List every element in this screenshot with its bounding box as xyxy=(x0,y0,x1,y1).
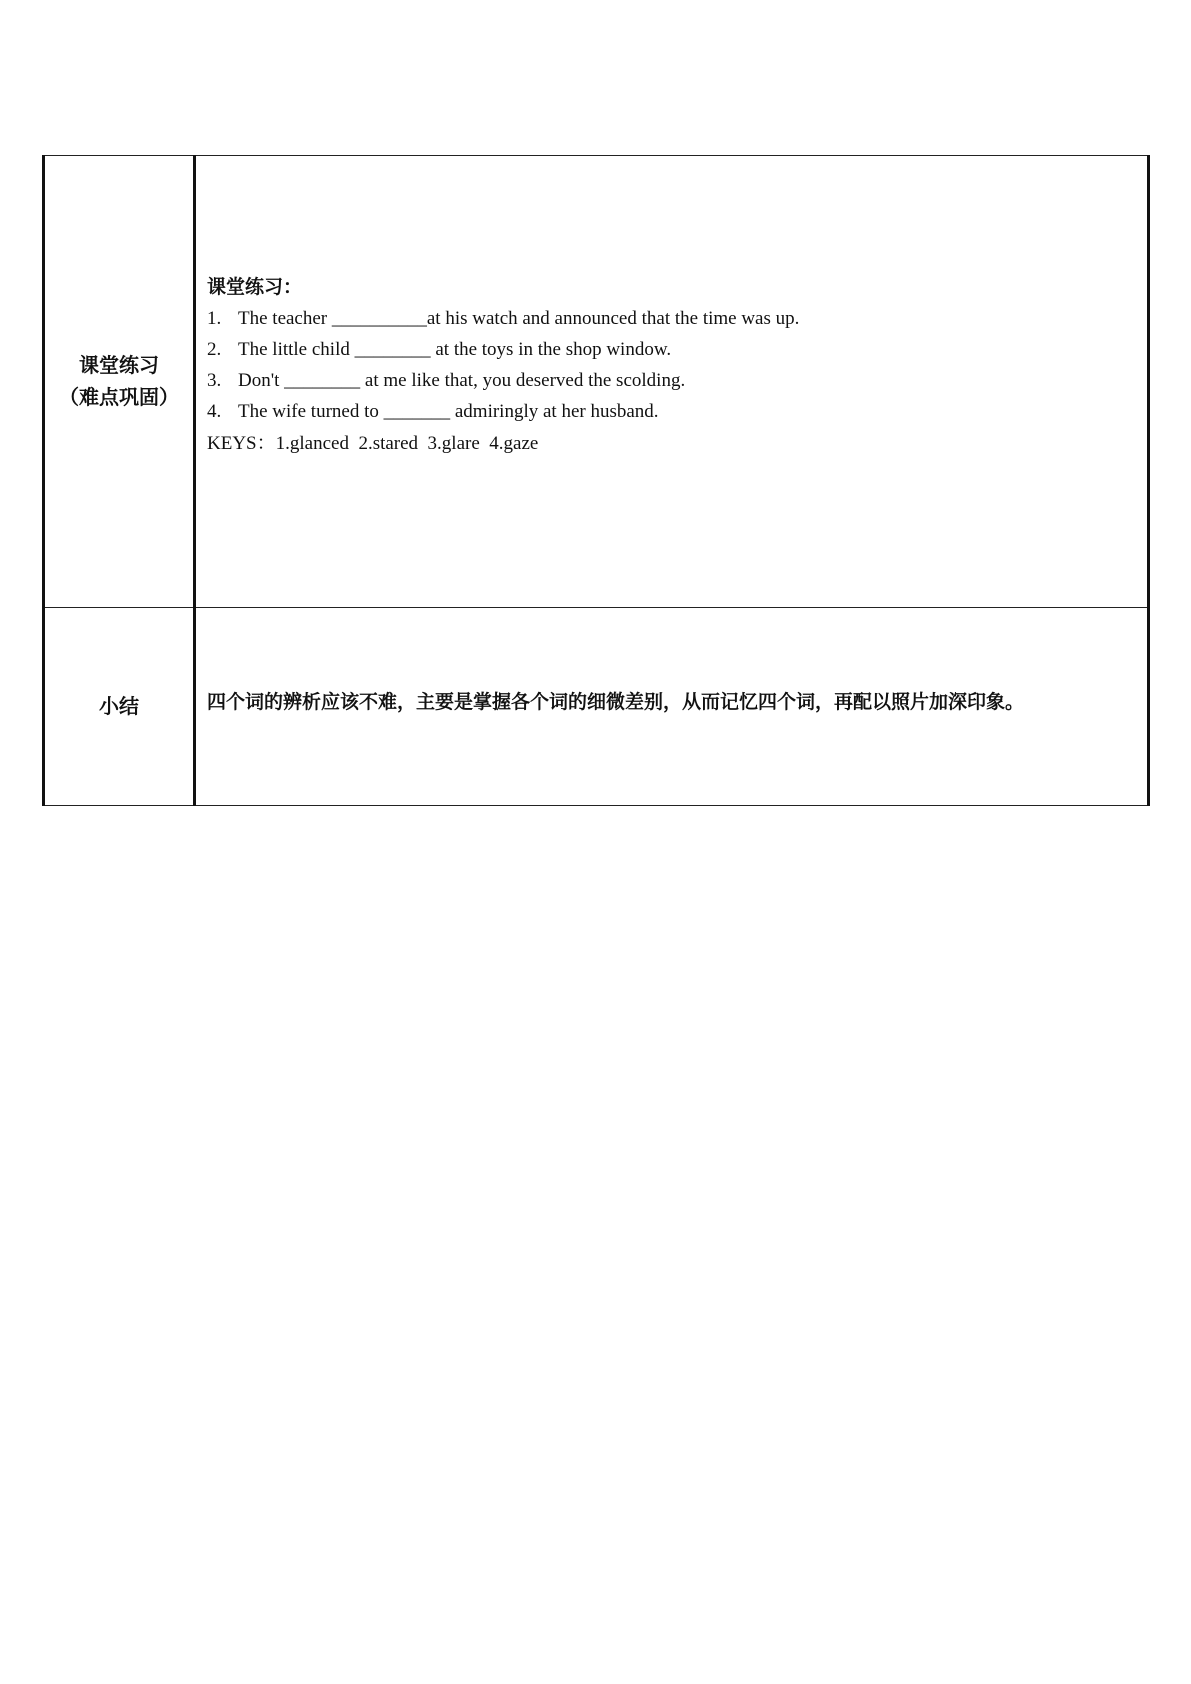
exercise-text: The teacher __________at his watch and announced that the time was up. xyxy=(238,307,800,329)
practice-row xyxy=(44,156,1149,608)
exercise-item-3 xyxy=(207,365,1137,396)
summary-label: 小结 xyxy=(99,695,139,718)
exercise-list xyxy=(207,303,1137,427)
exercise-item-2 xyxy=(207,334,1137,365)
practice-label-cell xyxy=(44,156,195,608)
exercise-number: 2. xyxy=(207,338,222,360)
summary-label-cell xyxy=(44,608,195,806)
answer-keys: KEYS：1.glanced 2.stared 3.glare 4.gaze xyxy=(207,432,539,454)
exercise-number: 3. xyxy=(207,369,222,391)
practice-content-cell xyxy=(195,156,1149,608)
summary-content-cell xyxy=(195,608,1149,806)
practice-label-line2: （难点巩固） xyxy=(59,386,179,409)
practice-heading: 课堂练习： xyxy=(207,276,303,298)
summary-row xyxy=(44,608,1149,806)
exercise-item-4 xyxy=(207,396,1137,427)
exercise-text: The little child ________ at the toys in the shop window. xyxy=(238,338,672,360)
practice-label-line1: 课堂练习 xyxy=(79,354,159,377)
exercise-number: 4. xyxy=(207,400,222,422)
lesson-table xyxy=(42,155,1150,806)
exercise-text: The wife turned to _______ admiringly at her husband. xyxy=(238,400,659,422)
exercise-item-1 xyxy=(207,303,1137,334)
summary-text: 四个词的辨析应该不难，主要是掌握各个词的细微差别，从而记忆四个词，再配以照片加深印象。 xyxy=(207,691,1025,713)
exercise-text: Don't ________ at me like that, you deserved the scolding. xyxy=(238,369,686,391)
exercise-number: 1. xyxy=(207,307,222,329)
